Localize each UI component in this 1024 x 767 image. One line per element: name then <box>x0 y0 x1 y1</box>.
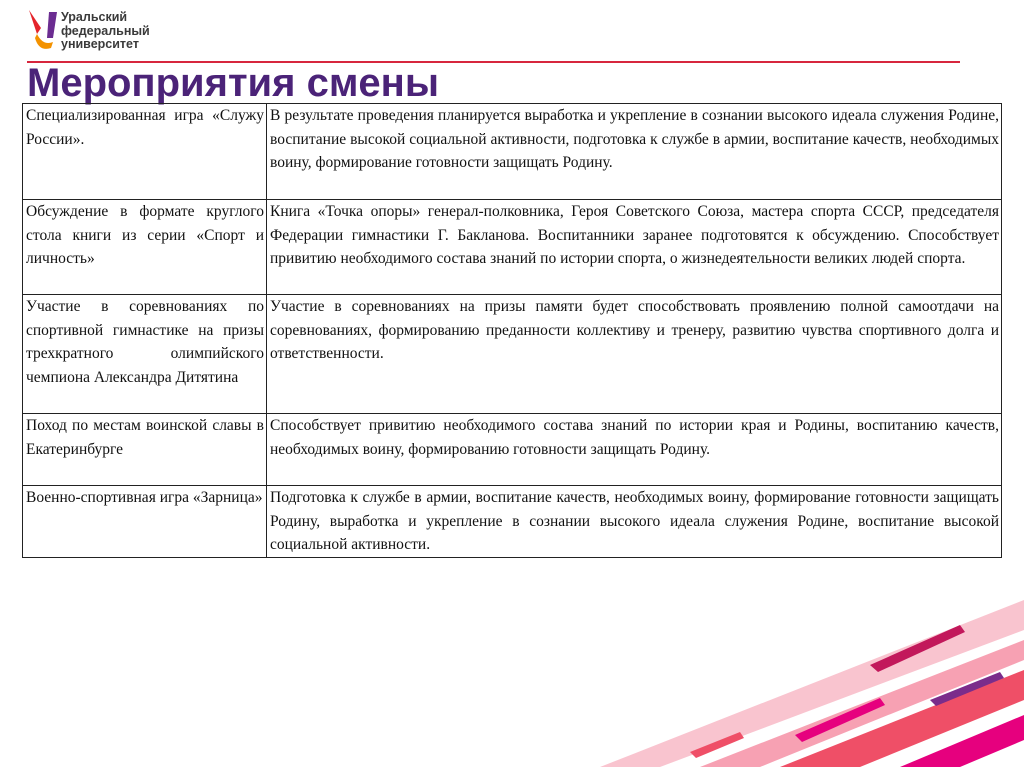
event-description-cell: Подготовка к службе в армии, воспитание качеств, необходимых воину, формирование готовности защищать Родину, выработка и укрепление в сознании высокого идеала служения Родине, воспитание высокой социальной активности. <box>267 486 1002 558</box>
university-name: Уральский федеральный университет <box>61 10 150 51</box>
event-description-cell: Способствует привитию необходимого состава знаний по истории края и Родины, воспитанию качеств, необходимых воину, формированию готовности защищать Родину. <box>267 414 1002 486</box>
event-description-cell: Участие в соревнованиях на призы памяти будет способствовать проявлению полной самоотдачи на соревнованиях, формированию преданности коллективу и тренеру, развитию чувства спортивного долга и ответственности. <box>267 295 1002 414</box>
event-name-cell: Участие в соревнованиях по спортивной гимнастике на призы трехкратного олимпийского чемпиона Александра Дитятина <box>23 295 267 414</box>
event-description-cell: В результате проведения планируется выработка и укрепление в сознании высокого идеала служения Родине, воспитание высокой социальной активности, подготовка к службе в армии, воспитание качеств, необходимых воину, формирование готовности защищать Родину. <box>267 104 1002 200</box>
page-title: Мероприятия смены <box>27 61 439 105</box>
event-name-cell: Военно-спортивная игра «Зарница» <box>23 486 267 558</box>
event-name-cell: Специализированная игра «Служу России». <box>23 104 267 200</box>
event-description-cell: Книга «Точка опоры» генерал-полковника, Героя Советского Союза, мастера спорта СССР, председателя Федерации гимнастики Г. Бакланова. Воспитанники заранее подготовятся к обсуждению. Способствует привитию необходимого состава знаний по истории спорта, о жизнедеятельности великих людей спорта. <box>267 200 1002 295</box>
event-name-cell: Обсуждение в формате круглого стола книги из серии «Спорт и личность» <box>23 200 267 295</box>
event-name-cell: Поход по местам воинской славы в Екатеринбурге <box>23 414 267 486</box>
